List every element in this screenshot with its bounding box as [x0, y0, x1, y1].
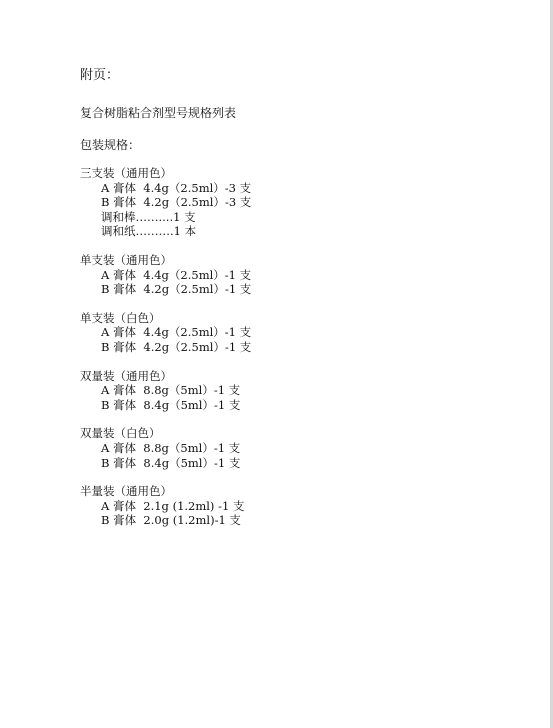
package-group [80, 484, 520, 528]
package-item: A 膏体 4.4g（2.5ml）-1 支 [101, 267, 252, 282]
package-item: B 膏体 4.2g（2.5ml）-1 支 [101, 339, 252, 354]
package-item: B 膏体 4.2g（2.5ml）-1 支 [101, 282, 252, 297]
package-group-title: 单支装（白色） [80, 310, 161, 325]
package-group [80, 311, 520, 355]
package-item: 调和棒……....1 支 [101, 209, 196, 224]
package-item: A 膏体 8.8g（5ml）-1 支 [101, 383, 241, 398]
package-group-title: 单支装（通用色） [80, 252, 172, 267]
package-group [80, 166, 520, 239]
package-group-title: 半量装（通用色） [80, 484, 172, 499]
package-item: 调和纸……….1 本 [101, 224, 197, 239]
package-item: A 膏体 8.8g（5ml）-1 支 [101, 440, 241, 455]
document-title: 复合树脂粘合剂型号规格列表 [80, 106, 237, 120]
package-group [80, 426, 520, 470]
package-group [80, 253, 520, 297]
packaging-label: 包装规格： [80, 138, 141, 152]
package-item: B 膏体 2.0g (1.2ml)-1 支 [101, 513, 241, 528]
package-group-title: 双量装（通用色） [80, 368, 172, 383]
package-item: B 膏体 8.4g（5ml）-1 支 [101, 455, 241, 470]
package-group [80, 369, 520, 413]
appendix-heading: 附页： [80, 68, 120, 83]
package-item: B 膏体 4.2g（2.5ml）-3 支 [101, 195, 252, 210]
package-item: B 膏体 8.4g（5ml）-1 支 [101, 397, 241, 412]
package-group-title: 双量装（白色） [80, 426, 161, 441]
package-group-title: 三支装（通用色） [80, 166, 172, 180]
package-item: A 膏体 4.4g（2.5ml）-1 支 [101, 325, 252, 340]
package-item: A 膏体 2.1g (1.2ml) -1 支 [101, 498, 245, 513]
package-item: A 膏体 4.4g（2.5ml）-3 支 [101, 180, 252, 195]
document-body [80, 66, 520, 528]
